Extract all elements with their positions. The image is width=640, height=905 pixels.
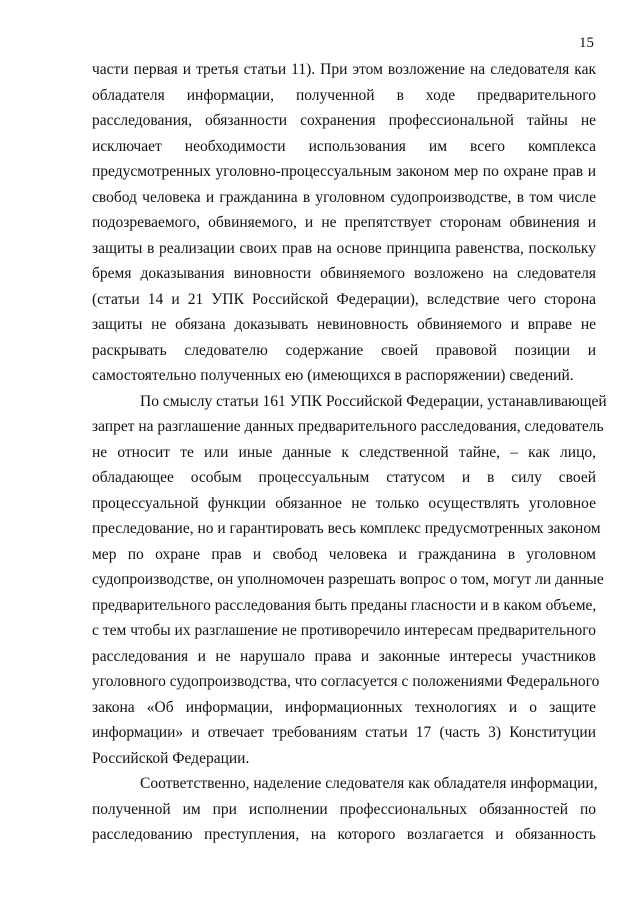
text-line: уголовного судопроизводства, что согласуется с положениями Федерального [92, 673, 600, 690]
body-text [92, 57, 607, 848]
text-line: защиты не обязана доказывать невиновность обвиняемого и вправе не [92, 316, 596, 333]
text-line: не относит те или иные данные к следственной тайне, – как лицо, [92, 443, 596, 461]
text-line: расследованию преступления, на которого возлагается и обязанность [92, 826, 596, 843]
text-line: судопроизводстве, он уполномочен разрешать вопрос о том, могут ли данные [92, 571, 604, 588]
text-line: обладающее особым процессуальным статусом и в силу своей [92, 469, 596, 486]
paragraph [92, 389, 607, 772]
text-line: расследования и не нарушало права и законные интересы участников [92, 647, 596, 665]
text-line: информации» и отвечает требованиям статьи 17 (часть 3) Конституции [92, 724, 596, 741]
paragraph [92, 771, 596, 848]
text-line: свобод человека и гражданина в уголовном судопроизводстве, в том числе [92, 188, 596, 206]
text-line: части первая и третья статьи 11). При этом возложение на следователя как [92, 61, 596, 78]
text-line: полученной им при исполнении профессиональных обязанностей по [92, 800, 596, 818]
text-line: подозреваемого, обвиняемого, и не препятствует сторонам обвинения и [92, 214, 596, 231]
text-line: (статьи 14 и 21 УПК Российской Федерации), вследствие чего сторона [92, 290, 596, 308]
text-line: запрет на разглашение данных предварительного расследования, следователь [92, 418, 604, 435]
text-line: закона «Об информации, информационных технологиях и о защите [92, 698, 596, 716]
text-line: самостоятельно полученных ею (имеющихся в распоряжении) сведений. [92, 367, 574, 384]
text-line: обладателя информации, полученной в ходе предварительного [92, 86, 596, 104]
text-line: мер по охране прав и свобод человека и гражданина в уголовном [92, 545, 596, 563]
paragraph [92, 57, 596, 389]
text-line: исключает необходимости использования им всего комплекса [92, 137, 596, 155]
text-line: бремя доказывания виновности обвиняемого возложено на следователя [92, 265, 596, 282]
page-number: 15 [579, 35, 594, 51]
text-line: раскрывать следователю содержание своей правовой позиции и [92, 341, 596, 359]
text-line: защиты в реализации своих прав на основе принципа равенства, поскольку [92, 239, 596, 257]
text-line: Соответственно, наделение следователя как обладателя информации, [140, 775, 598, 792]
text-line: предусмотренных уголовно-процессуальным законом мер по охране прав и [92, 163, 596, 180]
text-line: процессуальной функции обязанное не только осуществлять уголовное [92, 494, 596, 512]
text-line: предварительного расследования быть преданы гласности и в каком объеме, [92, 596, 597, 614]
text-line: преследование, но и гарантировать весь комплекс предусмотренных законом [92, 520, 601, 537]
text-line: Российской Федерации. [92, 749, 250, 767]
text-line: По смыслу статьи 161 УПК Российской Федерации, устанавливающей [140, 392, 607, 410]
text-line: с тем чтобы их разглашение не противоречило интересам предварительного [92, 622, 596, 639]
text-line: расследования, обязанности сохранения профессиональной тайны не [92, 112, 596, 129]
